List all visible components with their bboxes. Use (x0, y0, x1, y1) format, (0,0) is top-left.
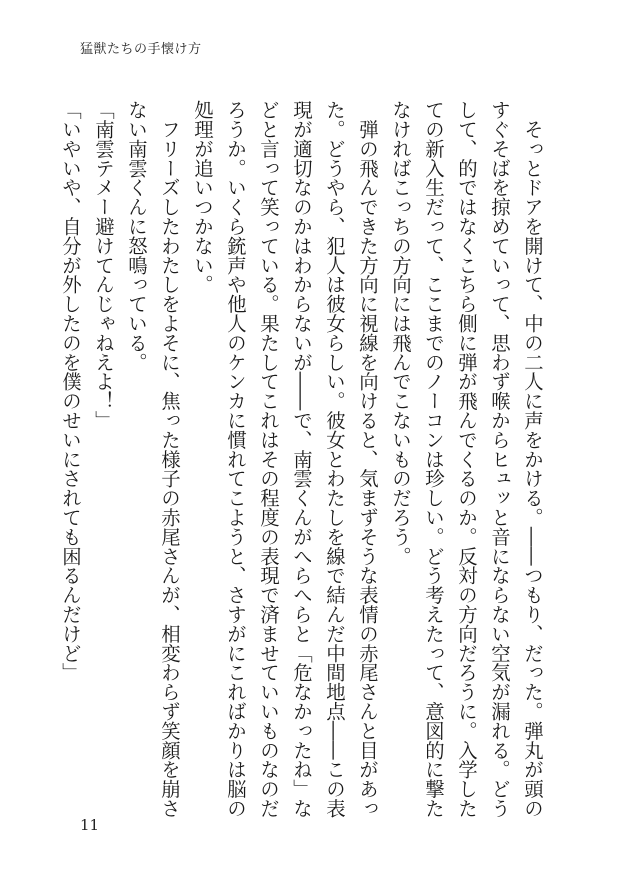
text-line: 現が適切なのかはわからないが――で、南雲くんがへらへらと「危なかったね」な (290, 100, 313, 818)
running-head: 猛獣たちの手懐け方 (80, 42, 202, 57)
text-line: すぐそばを掠めていって、思わず喉からヒュッと音にならない空気が漏れる。どう (488, 100, 511, 818)
text-line: どと言って笑っている。果たしてこれはその程度の表現で済ませていいものなのだ (257, 100, 280, 818)
text-line: ろうか。いくら銃声や他人のケンカに慣れてこようと、さすがにこればかりは脳の (224, 100, 247, 818)
text-line: フリーズしたわたしをよそに、焦った様子の赤尾さんが、相変わらず笑顔を崩さ (158, 100, 181, 818)
text-line: して、的ではなくこちら側に弾が飛んでくるのか。反対の方向だろうに。入学した (455, 100, 478, 818)
text-line: た。どうやら、犯人は彼女らしい。彼女とわたしを線で結んだ中間地点――この表 (323, 100, 346, 818)
text-line: ない南雲くんに怒鳴っている。 (125, 100, 148, 372)
text-line: そっとドアを開けて、中の二人に声をかける。――つもり、だった。弾丸が頭の (521, 100, 544, 818)
text-line: 「南雲テメー避けてんじゃねえよ！」 (92, 100, 115, 430)
body-text (54, 100, 549, 818)
page-number: 11 (80, 816, 100, 834)
text-line: 「いやいや、自分が外したのを僕のせいにされても困るんだけど」 (59, 100, 82, 682)
text-line: なければこっちの方向には飛んでこないものだろう。 (389, 100, 412, 566)
text-line: 弾の飛んできた方向に視線を向けると、気まずそうな表情の赤尾さんと目があっ (356, 100, 379, 818)
text-line: 処理が追いつかない。 (191, 100, 214, 294)
text-line: ての新入生だって、ここまでのノーコンは珍しい。どう考えたって、意図的に撃た (422, 100, 445, 818)
